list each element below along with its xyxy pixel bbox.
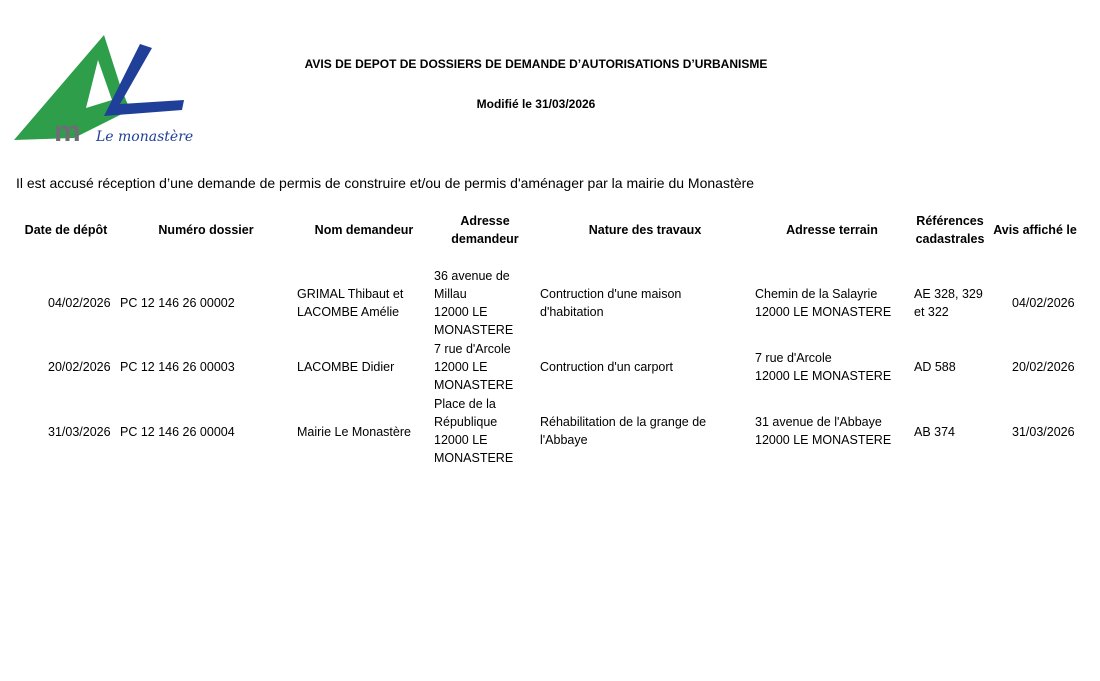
cell-line: 36 avenue de bbox=[434, 269, 510, 283]
cell-nature-travaux bbox=[540, 358, 673, 376]
cell-line: Chemin de la Salayrie bbox=[755, 287, 878, 301]
header-references-line1: Références bbox=[916, 214, 984, 228]
header-references-cadastrales bbox=[905, 212, 995, 248]
document-title: AVIS DE DEPOT DE DOSSIERS DE DEMANDE D’AUTORISATIONS D’URBANISME bbox=[304, 57, 768, 71]
cell-line: 7 rue d'Arcole bbox=[434, 342, 511, 356]
cell-adresse-demandeur bbox=[434, 267, 513, 339]
cell-avis-affiche: 20/02/2026 bbox=[1012, 360, 1075, 374]
cell-line: 12000 LE bbox=[434, 305, 488, 319]
cell-references-cadastrales bbox=[914, 285, 983, 321]
cell-line: AD 588 bbox=[914, 360, 956, 374]
header-adresse-demandeur-line1: Adresse bbox=[460, 214, 510, 228]
cell-references-cadastrales bbox=[914, 423, 955, 441]
header-adresse-terrain: Adresse terrain bbox=[786, 223, 878, 237]
intro-text: Il est accusé réception d’une demande de permis de construire et/ou de permis d'aménager par la mairie du Monastère bbox=[16, 175, 755, 191]
modified-date: Modifié le 31/03/2026 bbox=[476, 97, 596, 111]
cell-references-cadastrales bbox=[914, 358, 956, 376]
cell-adresse-terrain bbox=[755, 413, 891, 449]
header-nom-demandeur: Nom demandeur bbox=[314, 223, 414, 237]
cell-numero-dossier: PC 12 146 26 00004 bbox=[120, 425, 235, 439]
cell-nature-travaux bbox=[540, 413, 706, 449]
cell-nature-travaux bbox=[540, 285, 681, 321]
cell-date-depot: 20/02/2026 bbox=[48, 360, 111, 374]
cell-line: 12000 LE bbox=[434, 433, 488, 447]
cell-line: et 322 bbox=[914, 305, 949, 319]
cell-line: 12000 LE MONASTERE bbox=[755, 369, 892, 383]
cell-date-depot: 31/03/2026 bbox=[48, 425, 111, 439]
cell-adresse-terrain bbox=[755, 349, 891, 385]
cell-line: Mairie Le Monastère bbox=[297, 425, 411, 439]
cell-nom-demandeur bbox=[297, 285, 403, 321]
cell-date-depot: 04/02/2026 bbox=[48, 296, 111, 310]
cell-line: Millau bbox=[434, 287, 467, 301]
header-adresse-demandeur-line2: demandeur bbox=[451, 232, 519, 246]
cell-avis-affiche: 31/03/2026 bbox=[1012, 425, 1075, 439]
cell-line: 31 avenue de l'Abbaye bbox=[755, 415, 882, 429]
cell-line: LACOMBE Didier bbox=[297, 360, 395, 374]
cell-line: l'Abbaye bbox=[540, 433, 588, 447]
cell-line: Contruction d'une maison bbox=[540, 287, 682, 301]
cell-line: AB 374 bbox=[914, 425, 956, 439]
cell-line: LACOMBE Amélie bbox=[297, 305, 400, 319]
cell-adresse-demandeur bbox=[434, 395, 513, 467]
header-numero-dossier: Numéro dossier bbox=[158, 223, 254, 237]
cell-line: Place de la bbox=[434, 397, 496, 411]
cell-line: MONASTERE bbox=[434, 451, 514, 465]
cell-line: République bbox=[434, 415, 498, 429]
cell-line: AE 328, 329 bbox=[914, 287, 983, 301]
cell-numero-dossier: PC 12 146 26 00003 bbox=[120, 360, 235, 374]
cell-line: MONASTERE bbox=[434, 378, 514, 392]
cell-line: 12000 LE bbox=[434, 360, 488, 374]
logo-brand-text: Le monastère bbox=[96, 129, 194, 145]
le-monastere-logo bbox=[12, 30, 202, 150]
cell-nom-demandeur bbox=[297, 423, 411, 441]
cell-line: 7 rue d'Arcole bbox=[755, 351, 832, 365]
cell-avis-affiche: 04/02/2026 bbox=[1012, 296, 1075, 310]
logo-m-letters: m bbox=[54, 115, 81, 148]
cell-line: Contruction d'un carport bbox=[540, 360, 674, 374]
header-references-line2: cadastrales bbox=[915, 232, 985, 246]
cell-nom-demandeur bbox=[297, 358, 394, 376]
cell-adresse-demandeur bbox=[434, 340, 513, 394]
cell-line: Réhabilitation de la grange de bbox=[540, 415, 707, 429]
header-avis-affiche: Avis affiché le bbox=[993, 223, 1077, 237]
header-date-depot: Date de dépôt bbox=[24, 223, 108, 237]
header-adresse-demandeur bbox=[440, 212, 530, 248]
cell-adresse-terrain bbox=[755, 285, 891, 321]
cell-numero-dossier: PC 12 146 26 00002 bbox=[120, 296, 235, 310]
cell-line: d'habitation bbox=[540, 305, 604, 319]
cell-line: GRIMAL Thibaut et bbox=[297, 287, 404, 301]
cell-line: MONASTERE bbox=[434, 323, 514, 337]
header-nature-travaux: Nature des travaux bbox=[588, 223, 702, 237]
cell-line: 12000 LE MONASTERE bbox=[755, 433, 892, 447]
cell-line: 12000 LE MONASTERE bbox=[755, 305, 892, 319]
